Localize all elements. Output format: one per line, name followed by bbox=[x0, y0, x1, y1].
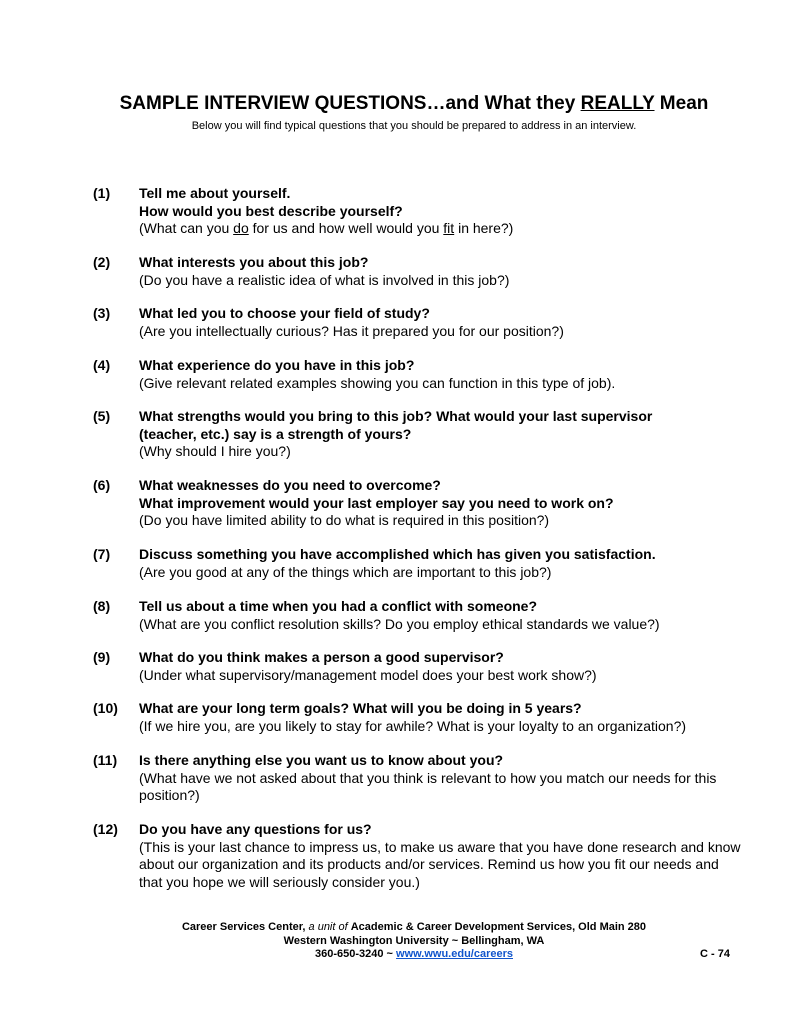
question-number: (12) bbox=[93, 821, 118, 837]
question-meaning: (This is your last chance to impress us, to make us aware that you have done research and know about our organization and its products and/or services. Remind us how you fit our needs and that you hope we will seriously consider you.) bbox=[139, 838, 741, 890]
meaning-emphasis: do bbox=[233, 220, 249, 236]
question-number: (8) bbox=[93, 598, 111, 614]
question-item bbox=[93, 700, 743, 735]
page-number: C - 74 bbox=[700, 948, 730, 960]
page-subtitle: Below you will find typical questions that you should be prepared to address in an interview. bbox=[191, 120, 637, 132]
question-item bbox=[93, 254, 743, 289]
question-item bbox=[93, 477, 743, 530]
meaning-text: (What can you bbox=[139, 220, 234, 236]
question-meaning: (Do you have a realistic idea of what is involved in this job?) bbox=[139, 271, 510, 288]
question-item bbox=[93, 357, 743, 392]
question-text: What improvement would your last employer say you need to work on? bbox=[139, 494, 614, 511]
question-number: (7) bbox=[93, 546, 111, 562]
question-body bbox=[139, 254, 743, 289]
title-end: Mean bbox=[654, 93, 709, 114]
question-item bbox=[93, 546, 743, 581]
question-body bbox=[139, 185, 743, 238]
question-meaning: (What are you conflict resolution skills? Do you employ ethical standards we value?) bbox=[139, 615, 660, 632]
question-meaning: (Do you have limited ability to do what is required in this position?) bbox=[139, 512, 550, 528]
footer-org: Career Services Center, bbox=[181, 921, 306, 933]
question-meaning: (Are you good at any of the things which are important to this job?) bbox=[139, 563, 552, 580]
question-number: (1) bbox=[93, 185, 111, 201]
question-text: Discuss something you have accomplished which has given you satisfaction. bbox=[139, 546, 656, 562]
question-item bbox=[93, 821, 743, 891]
question-number: (6) bbox=[93, 477, 111, 493]
footer-line-3 bbox=[0, 948, 791, 960]
question-number: (5) bbox=[93, 408, 111, 424]
question-meaning: (What have we not asked about that you think is relevant to how you match our needs for this position?) bbox=[139, 769, 717, 803]
page-title bbox=[0, 93, 791, 115]
footer-unit-of: a unit of bbox=[305, 921, 351, 933]
question-item bbox=[93, 598, 743, 633]
question-meaning: (Give relevant related examples showing you can function in this type of job). bbox=[139, 374, 616, 391]
question-body bbox=[139, 700, 743, 735]
question-body bbox=[139, 598, 743, 633]
question-text: What led you to choose your field of study? bbox=[139, 305, 430, 321]
question-body bbox=[139, 821, 743, 891]
title-emphasis: REALLY bbox=[580, 93, 655, 114]
question-number: (4) bbox=[93, 357, 111, 373]
footer-line-2: Western Washington University ~ Bellingham, WA bbox=[283, 935, 545, 947]
footer-phone: 360-650-3240 ~ bbox=[314, 948, 397, 960]
question-text: (teacher, etc.) say is a strength of yours? bbox=[139, 425, 412, 442]
question-body bbox=[139, 305, 743, 340]
question-body bbox=[139, 546, 743, 581]
question-text: What weaknesses do you need to overcome? bbox=[139, 477, 441, 493]
question-text: How would you best describe yourself? bbox=[139, 202, 403, 219]
question-meaning: (Why should I hire you?) bbox=[139, 443, 291, 459]
question-item bbox=[93, 305, 743, 340]
question-body bbox=[139, 408, 743, 461]
question-number: (3) bbox=[93, 305, 111, 321]
question-meaning: (Are you intellectually curious? Has it prepared you for our position?) bbox=[139, 322, 564, 339]
question-number: (9) bbox=[93, 649, 111, 665]
question-text: Is there anything else you want us to know about you? bbox=[139, 752, 504, 768]
question-body bbox=[139, 752, 743, 805]
question-body bbox=[139, 649, 743, 684]
question-meaning: (Under what supervisory/management model does your best work show?) bbox=[139, 666, 597, 683]
question-number: (2) bbox=[93, 254, 111, 270]
question-item bbox=[93, 408, 743, 461]
question-number: (11) bbox=[93, 752, 118, 768]
question-text: What experience do you have in this job? bbox=[139, 357, 415, 373]
question-item bbox=[93, 185, 743, 238]
question-meaning: (If we hire you, are you likely to stay for awhile? What is your loyalty to an organization?) bbox=[139, 717, 687, 734]
question-text: Do you have any questions for us? bbox=[139, 821, 372, 837]
question-text: What do you think makes a person a good supervisor? bbox=[139, 649, 504, 665]
question-meaning bbox=[139, 220, 743, 238]
question-text: Tell me about yourself. bbox=[139, 185, 291, 201]
question-body bbox=[139, 357, 743, 392]
careers-link[interactable]: www.wwu.edu/careers bbox=[396, 948, 513, 960]
question-text: Tell us about a time when you had a conflict with someone? bbox=[139, 598, 538, 614]
question-text: What strengths would you bring to this job? What would your last supervisor bbox=[139, 408, 653, 424]
question-number: (10) bbox=[93, 700, 118, 716]
title-text: SAMPLE INTERVIEW QUESTIONS…and What they bbox=[119, 93, 581, 114]
meaning-text: in here?) bbox=[454, 220, 514, 236]
question-body bbox=[139, 477, 743, 530]
meaning-text: for us and how well would you bbox=[248, 220, 444, 236]
question-item bbox=[93, 752, 743, 805]
meaning-emphasis: fit bbox=[443, 220, 455, 236]
footer-line-1 bbox=[0, 921, 791, 933]
question-item bbox=[93, 649, 743, 684]
question-text: What interests you about this job? bbox=[139, 254, 369, 270]
question-text: What are your long term goals? What will you be doing in 5 years? bbox=[139, 700, 582, 716]
footer-department: Academic & Career Development Services, Old Main 280 bbox=[350, 921, 647, 933]
